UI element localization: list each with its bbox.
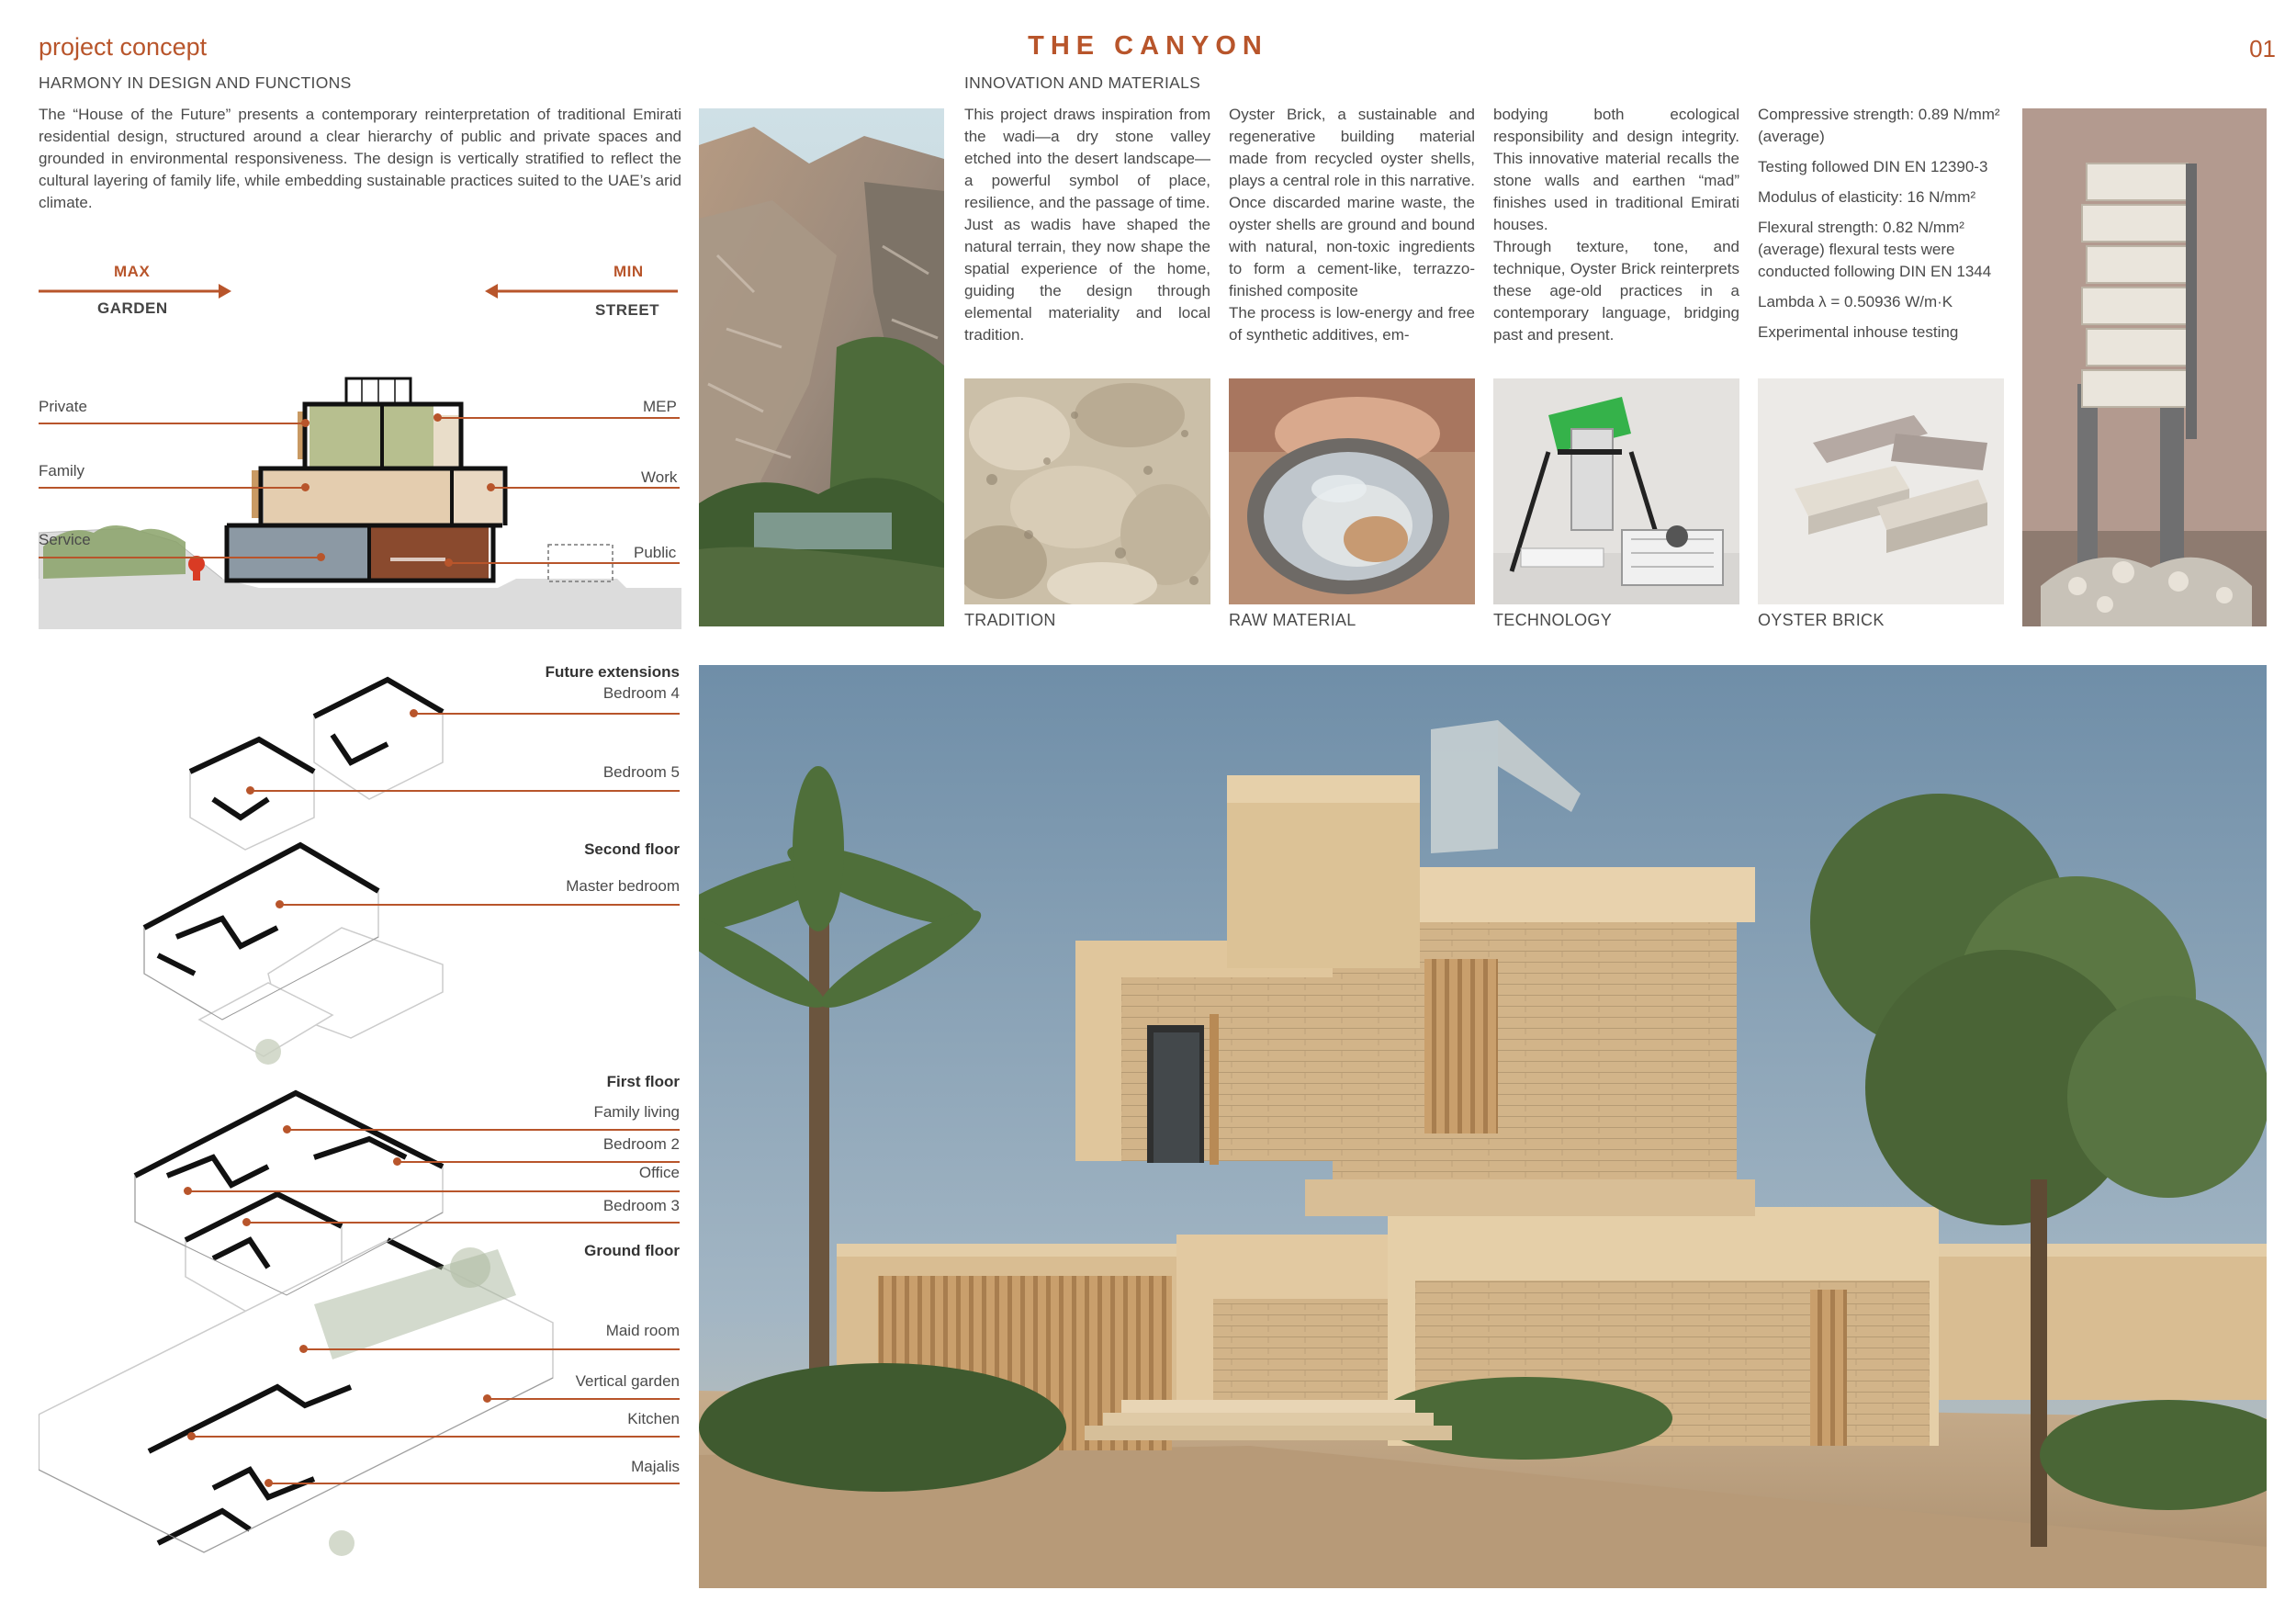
label-bedroom-4: Bedroom 4 (602, 684, 680, 702)
innovation-subtitle: INNOVATION AND MATERIALS (964, 73, 1201, 92)
project-title: THE CANYON (1028, 31, 1268, 61)
arrow-left-icon (485, 281, 678, 301)
page-number: 01 (2249, 35, 2276, 62)
label-mep: MEP (643, 398, 677, 415)
label-first-floor: First floor (606, 1073, 680, 1090)
caption-technology: TECHNOLOGY (1493, 611, 1613, 629)
col3-paragraph-1: bodying both ecological responsibility and design integrity. This innovative material recalls the stone walls and earthen “mad” finishes used in traditional Emirati houses. (1493, 106, 1739, 233)
label-second-floor: Second floor (584, 840, 680, 858)
label-work: Work (641, 468, 678, 486)
gradient-street-label: STREET (595, 301, 660, 319)
brick-prototype-photo (2022, 108, 2267, 626)
wadi-photo (699, 108, 944, 626)
label-bedroom-3: Bedroom 3 (602, 1197, 680, 1214)
spec-lambda: Lambda λ = 0.50936 W/m·K (1758, 293, 1953, 310)
label-majalis: Majalis (631, 1458, 680, 1475)
spec-testing: Testing followed DIN EN 12390-3 (1758, 158, 1988, 175)
label-public: Public (634, 544, 677, 561)
concept-intro: The “House of the Future” presents a contemporary reinterpretation of traditional Emirati residential design, structured around a clear hierarchy of public and private spaces and grounded in environmental responsiveness. The design is vertically stratified to reflect the cultural layering of family life, while embedding sustainable practices suited to the UAE’s arid climate. (39, 106, 681, 211)
label-vertical-garden: Vertical garden (575, 1372, 680, 1390)
label-family: Family (39, 462, 85, 479)
label-bedroom-2: Bedroom 2 (602, 1135, 680, 1153)
label-future-extensions: Future extensions (545, 663, 680, 681)
house-exterior-render (699, 665, 2267, 1588)
innovation-column-2 (1229, 104, 1475, 346)
caption-oyster-brick: OYSTER BRICK (1758, 611, 1885, 629)
col1-paragraph-1: This project draws inspiration from the wadi—a dry stone valley etched into the desert landscape—a powerful symbol of place, resilience, and the passage of time. (964, 106, 1210, 211)
caption-raw-material: RAW MATERIAL (1229, 611, 1356, 629)
label-family-living: Family living (593, 1103, 680, 1121)
building-section-diagram (39, 367, 681, 629)
label-kitchen: Kitchen (627, 1410, 680, 1427)
innovation-column-1 (964, 104, 1210, 346)
col2-paragraph-2: The process is low-energy and free of synthetic additives, em- (1229, 304, 1475, 344)
gradient-garden-label: GARDEN (97, 299, 168, 317)
arrow-right-icon (39, 281, 231, 301)
label-service: Service (39, 531, 91, 548)
label-maid-room: Maid room (605, 1322, 680, 1339)
col1-paragraph-2: Just as wadis have shaped the natural terrain, they now shape the spatial experience of the home, guiding the design through elemental materiality and local tradition. (964, 216, 1210, 344)
raw-material-photo (1229, 378, 1475, 604)
label-private: Private (39, 398, 87, 415)
spec-compressive: Compressive strength: 0.89 N/mm² (average) (1758, 106, 2000, 145)
col2-paragraph-1: Oyster Brick, a sustainable and regenerative building material made from recycled oyster shells, plays a central role in this narrative. Once discarded marine waste, the oyster shells are ground and bound with natural, non-toxic ingredients to form a cement-like, terrazzo-finished composite (1229, 106, 1475, 299)
spec-experimental: Experimental inhouse testing (1758, 323, 1959, 341)
spec-flexural: Flexural strength: 0.82 N/mm² (average) flexural tests were conducted following DIN EN 1344 (1758, 219, 1992, 280)
concept-subtitle: HARMONY IN DESIGN AND FUNCTIONS (39, 73, 352, 92)
tradition-photo (964, 378, 1210, 604)
label-master-bedroom: Master bedroom (566, 877, 680, 895)
label-bedroom-5: Bedroom 5 (602, 763, 680, 781)
label-ground-floor: Ground floor (584, 1242, 680, 1259)
label-office: Office (638, 1164, 680, 1181)
oyster-brick-photo (1758, 378, 2004, 604)
technology-photo (1493, 378, 1739, 604)
section-title: project concept (39, 33, 208, 61)
caption-tradition: TRADITION (964, 611, 1056, 629)
innovation-column-3 (1493, 104, 1739, 346)
gradient-min-label: MIN (613, 263, 644, 280)
material-specs (1758, 104, 2002, 352)
gradient-max-label: MAX (114, 263, 151, 280)
col3-paragraph-2: Through texture, tone, and technique, Oyster Brick reinterprets these age-old practices in a contemporary language, bridging past and present. (1493, 238, 1739, 344)
spec-modulus: Modulus of elasticity: 16 N/mm² (1758, 188, 1976, 206)
exploded-axonometric-diagram (39, 661, 681, 1589)
